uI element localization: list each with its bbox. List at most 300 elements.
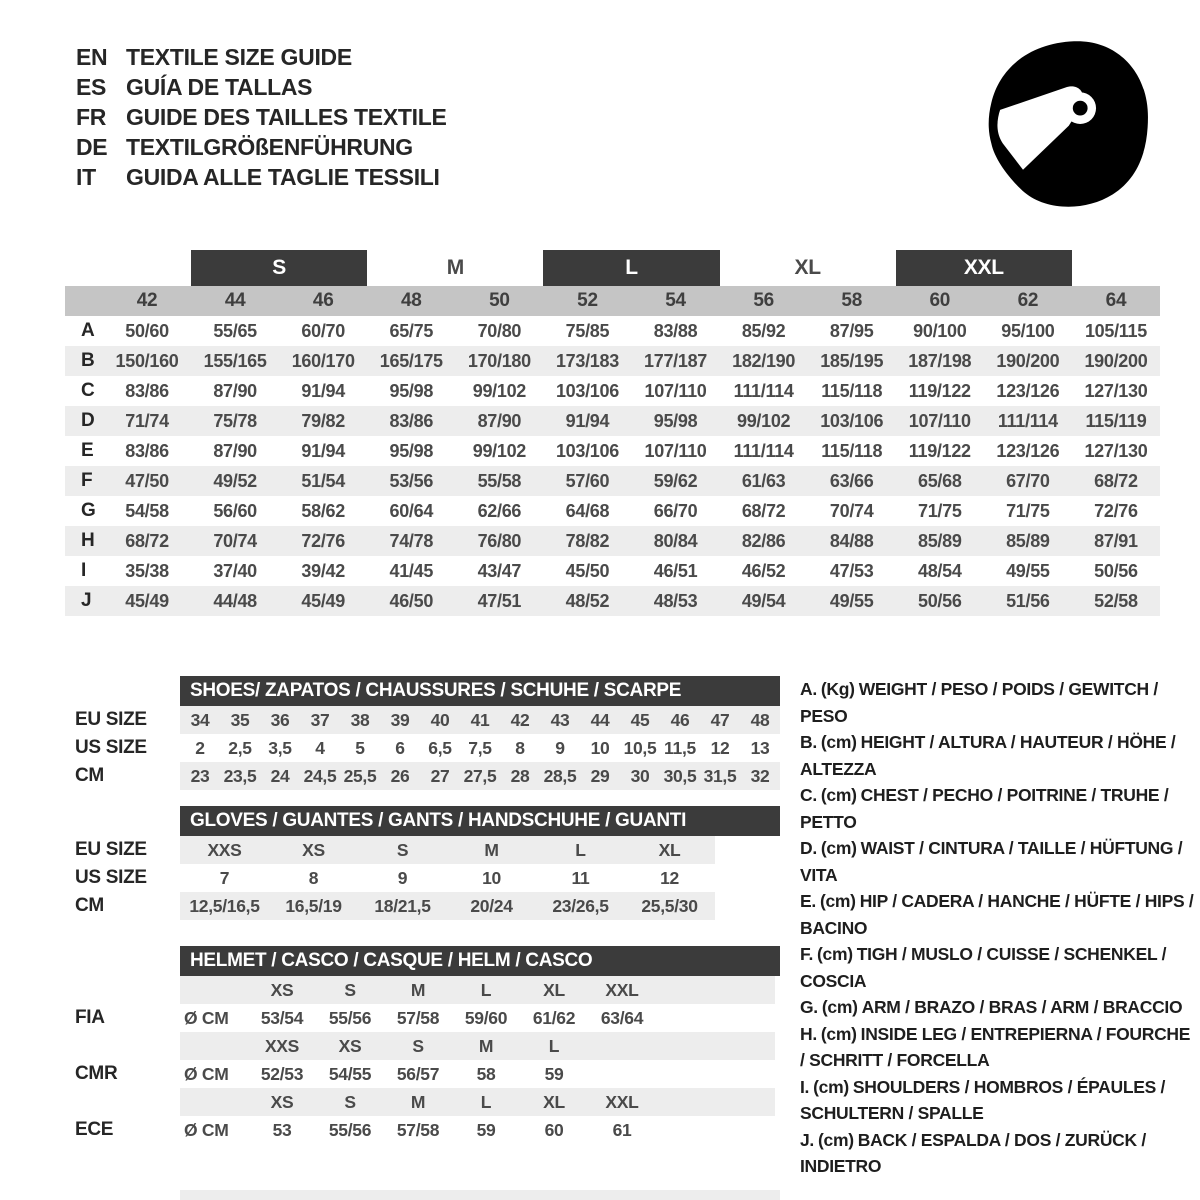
language-label: TEXTILGRÖßENFÜHRUNG [126, 133, 413, 160]
row-label-spacer [75, 976, 180, 1004]
size-cell: 127/130 [1084, 440, 1148, 461]
racing-helmet-icon [976, 36, 1158, 217]
size-cell: 105/115 [1084, 320, 1147, 341]
shoe-cell: 11,5 [664, 737, 696, 758]
size-cell: 61/63 [741, 470, 786, 491]
row-label: CM [75, 765, 104, 786]
language-row [76, 132, 447, 162]
helmet-value-cell: 58 [476, 1063, 496, 1084]
glove-cell: 12,5/16,5 [189, 895, 260, 916]
legend-item [800, 729, 1194, 782]
shoe-cell: 36 [270, 709, 290, 730]
shoe-cell: 46 [670, 709, 690, 730]
size-cell: 45/49 [301, 590, 345, 611]
size-cell: 87/95 [829, 320, 874, 341]
row-cells [180, 1032, 775, 1060]
row-cells [180, 706, 780, 734]
legend-item [800, 1127, 1194, 1180]
shoe-cell: 25,5 [343, 765, 377, 786]
size-number: 56 [753, 290, 774, 311]
size-cell: 50/60 [125, 320, 169, 341]
helmet-value-row [75, 1060, 795, 1088]
shoe-cell: 48 [750, 709, 770, 730]
size-cell: 99/102 [472, 440, 526, 461]
legend-text: WAIST / CINTURA / TAILLE / HÜFTUNG / VITA [800, 838, 1183, 885]
size-cell: 47/53 [829, 560, 874, 581]
size-table-row [65, 526, 1160, 556]
size-cell: 57/60 [565, 470, 610, 491]
size-group-bar: L [543, 250, 719, 286]
size-cell: 58/62 [301, 500, 345, 521]
size-table-row [65, 496, 1160, 526]
size-group-label: M [446, 256, 464, 279]
language-row [76, 72, 447, 102]
size-cell: 119/122 [908, 380, 971, 401]
helmet-value-row [75, 1004, 795, 1032]
shoe-cell: 28,5 [543, 765, 577, 786]
glove-cell: 10 [482, 867, 501, 888]
legend-key: J. [800, 1129, 814, 1150]
gloves-rows [75, 836, 795, 920]
size-cell: 99/102 [736, 410, 791, 431]
size-cell: 60/70 [301, 320, 345, 341]
helmet-size-cell: XL [543, 1091, 565, 1112]
shoe-cell: 24 [270, 765, 290, 786]
glove-cell: 12 [660, 867, 679, 888]
size-cell: 54/58 [125, 500, 169, 521]
row-label: CM [75, 895, 104, 916]
shoe-cell: 35 [230, 709, 250, 730]
helmet-size-cell: S [344, 1091, 356, 1112]
row-letter: E [81, 440, 94, 461]
row-label: US SIZE [75, 867, 147, 888]
size-cell: 165/175 [379, 350, 443, 371]
size-cell: 95/98 [653, 410, 698, 431]
shoes-table [75, 676, 795, 790]
size-cell: 53/56 [389, 470, 434, 491]
size-cell: 50/56 [1094, 560, 1138, 581]
size-cell: 115/118 [821, 440, 883, 461]
row-letter: B [81, 350, 95, 371]
row-letter: H [81, 530, 95, 551]
legend-key: C. [800, 785, 817, 805]
size-cell: 63/66 [829, 470, 874, 491]
size-table-row [65, 316, 1160, 346]
helmet-value-cell: 59/60 [464, 1007, 508, 1028]
helmet-table [75, 946, 795, 1144]
language-row [76, 42, 447, 72]
size-cell: 76/80 [477, 530, 522, 551]
glove-cell: XS [302, 839, 325, 860]
legend-unit: (cm) [820, 1023, 857, 1044]
row-cells [180, 864, 715, 892]
size-cell: 66/70 [653, 500, 698, 521]
size-cell: 70/74 [829, 500, 874, 521]
size-table-row [65, 466, 1160, 496]
shoe-cell: 27 [430, 765, 450, 786]
size-cell: 49/54 [741, 590, 786, 611]
helmet-size-cell: L [480, 1091, 492, 1112]
helmet-value-cell: 53/54 [260, 1007, 304, 1028]
size-cell: 70/80 [477, 320, 522, 341]
legend-key: B. [800, 732, 817, 752]
row-letter: C [81, 380, 95, 401]
size-cell: 67/70 [1006, 470, 1050, 491]
shoe-cell: 43 [550, 709, 570, 730]
legend-item [800, 888, 1194, 941]
size-cell: 65/75 [389, 320, 434, 341]
shoe-cell: 23,5 [223, 765, 257, 786]
helmet-size-cell: S [344, 979, 356, 1000]
diameter-unit: Ø CM [184, 1063, 229, 1084]
size-number: 48 [401, 290, 422, 311]
row-letter: J [81, 590, 92, 611]
size-cell: 190/200 [1084, 350, 1148, 371]
shoe-cell: 41 [470, 709, 490, 730]
helmet-value-cell: 52/53 [260, 1063, 304, 1084]
size-cell: 72/76 [301, 530, 345, 551]
size-cell: 95/98 [389, 380, 434, 401]
legend-key: D. [800, 838, 817, 858]
size-cell: 47/51 [477, 590, 522, 611]
legend-unit: (Kg) [820, 679, 855, 699]
size-cell: 83/86 [389, 410, 434, 431]
size-cell: 80/84 [653, 530, 698, 551]
legend-text: TIGH / MUSLO / CUISSE / SCHENKEL / COSCIA [800, 944, 1167, 991]
size-cell: 107/110 [908, 410, 971, 431]
row-cells [180, 836, 715, 864]
shoe-cell: 5 [355, 737, 365, 758]
size-cell: 182/190 [732, 350, 796, 371]
shoe-cell: 10,5 [623, 737, 657, 758]
size-cell: 190/200 [996, 350, 1060, 371]
size-cell: 55/58 [477, 470, 522, 491]
helmet-size-cell: XS [338, 1035, 362, 1056]
partial-row-stripe [180, 1190, 780, 1200]
size-table-row [65, 406, 1160, 436]
shoes-title-bar: SHOES/ ZAPATOS / CHAUSSURES / SCHUHE / SCARPE [180, 676, 780, 706]
size-cell: 68/72 [125, 530, 169, 551]
helmet-value-cell: 53 [272, 1119, 292, 1140]
size-number: 54 [665, 290, 686, 311]
row-letter: I [81, 560, 86, 581]
legend-item [800, 782, 1194, 835]
size-cell: 87/90 [477, 410, 522, 431]
row-cells [180, 1116, 775, 1144]
size-cell: 43/47 [477, 560, 522, 581]
gloves-table [75, 806, 795, 920]
size-cell: 62/66 [477, 500, 522, 521]
helmet-value-cell: 61 [612, 1119, 632, 1140]
shoe-cell: 6,5 [428, 737, 452, 758]
size-cell: 185/195 [820, 350, 884, 371]
helmet-size-cell: S [412, 1035, 424, 1056]
legend-item [800, 1021, 1194, 1074]
size-cell: 39/42 [301, 560, 345, 581]
size-cell: 41/45 [389, 560, 434, 581]
helmet-size-cell: M [478, 1035, 494, 1056]
legend-text: INSIDE LEG / ENTREPIERNA / FOURCHE / SCHRITT / FORCELLA [800, 1023, 1191, 1070]
size-cell: 173/183 [555, 350, 619, 371]
shoe-cell: 2,5 [228, 737, 252, 758]
helmet-size-cell: L [480, 979, 492, 1000]
shoes-row [75, 706, 795, 734]
size-cell: 95/100 [1001, 320, 1055, 341]
shoe-cell: 30 [630, 765, 650, 786]
diameter-unit: Ø CM [184, 1119, 229, 1140]
helmet-value-cell: 55/56 [328, 1119, 372, 1140]
shoe-cell: 28 [510, 765, 530, 786]
size-number: 62 [1017, 290, 1039, 311]
shoe-cell: 24,5 [303, 765, 337, 786]
size-number: 52 [577, 290, 598, 311]
row-cells [180, 762, 780, 790]
size-cell: 47/50 [125, 470, 169, 491]
size-cell: 59/62 [653, 470, 698, 491]
size-cell: 91/94 [565, 410, 610, 431]
shoe-cell: 2 [195, 737, 205, 758]
size-cell: 107/110 [644, 440, 707, 461]
language-label: GUIDE DES TAILLES TEXTILE [126, 103, 447, 130]
shoe-cell: 26 [390, 765, 410, 786]
language-row [76, 162, 447, 192]
size-cell: 84/88 [829, 530, 874, 551]
language-list [76, 42, 447, 192]
row-cells [180, 1060, 775, 1088]
glove-cell: 25,5/30 [641, 895, 698, 916]
glove-cell: 16,5/19 [285, 895, 342, 916]
glove-cell: M [484, 839, 499, 860]
helmet-size-row [75, 1032, 795, 1060]
glove-cell: 7 [219, 867, 230, 888]
legend-item [800, 941, 1194, 994]
size-cell: 99/102 [472, 380, 526, 401]
size-cell: 150/160 [115, 350, 179, 371]
glove-cell: 18/21,5 [374, 895, 431, 916]
size-cell: 85/92 [741, 320, 786, 341]
size-number: 60 [929, 290, 951, 311]
size-cell: 71/75 [918, 500, 962, 521]
size-table-row [65, 376, 1160, 406]
legend-text: WEIGHT / PESO / POIDS / GEWITCH / PESO [800, 679, 1158, 726]
language-code: DE [76, 133, 108, 160]
size-cell: 51/56 [1006, 590, 1050, 611]
language-label: GUÍA DE TALLAS [126, 73, 313, 100]
helmet-value-cell: 54/55 [328, 1063, 372, 1084]
size-cell: 75/85 [565, 320, 610, 341]
size-cell: 65/68 [918, 470, 962, 491]
row-letter: F [81, 470, 93, 491]
shoe-cell: 4 [315, 737, 325, 758]
shoe-cell: 42 [510, 709, 530, 730]
row-cells [180, 976, 775, 1004]
helmet-size-cell: XXS [264, 1035, 300, 1056]
size-cell: 79/82 [301, 410, 345, 431]
size-cell: 50/56 [918, 590, 962, 611]
row-label: US SIZE [75, 737, 147, 758]
size-table-row [65, 556, 1160, 586]
row-letter: A [81, 320, 95, 341]
size-cell: 83/86 [125, 380, 169, 401]
size-cell: 64/68 [565, 500, 610, 521]
shoe-cell: 29 [590, 765, 610, 786]
size-cell: 35/38 [125, 560, 169, 581]
diameter-unit: Ø CM [184, 1007, 229, 1028]
size-cell: 103/106 [820, 410, 884, 431]
size-cell: 71/74 [125, 410, 169, 431]
helmet-size-row [75, 1088, 795, 1116]
helmet-size-cell: XXL [605, 979, 639, 1000]
glove-cell: S [396, 839, 409, 860]
size-cell: 87/91 [1094, 530, 1138, 551]
helmet-value-cell: 56/57 [396, 1063, 440, 1084]
size-number: 44 [224, 290, 246, 311]
shoe-cell: 32 [750, 765, 770, 786]
size-number-row [65, 286, 1160, 316]
size-cell: 74/78 [389, 530, 434, 551]
helmet-value-cell: 57/58 [396, 1007, 440, 1028]
size-cell: 44/48 [213, 590, 257, 611]
row-label: EU SIZE [75, 839, 147, 860]
shoe-cell: 3,5 [268, 737, 292, 758]
size-cell: 103/106 [555, 440, 619, 461]
size-number: 64 [1105, 290, 1127, 311]
size-cell: 95/98 [389, 440, 434, 461]
size-number: 50 [489, 290, 510, 311]
size-cell: 82/86 [741, 530, 786, 551]
shoe-cell: 31,5 [703, 765, 737, 786]
size-cell: 115/119 [1085, 410, 1147, 431]
shoe-cell: 8 [515, 737, 525, 758]
size-group-bar: XXL [896, 250, 1072, 286]
shoe-cell: 39 [390, 709, 410, 730]
size-cell: 91/94 [301, 380, 345, 401]
shoe-cell: 47 [710, 709, 730, 730]
size-cell: 48/54 [918, 560, 962, 581]
size-cell: 68/72 [741, 500, 786, 521]
helmet-value-row [75, 1116, 795, 1144]
shoe-cell: 38 [350, 709, 370, 730]
glove-cell: XL [658, 839, 681, 860]
size-cell: 155/165 [203, 350, 267, 371]
size-cell: 123/126 [996, 380, 1060, 401]
size-cell: 127/130 [1084, 380, 1148, 401]
language-code: EN [76, 43, 108, 70]
size-cell: 160/170 [291, 350, 355, 371]
size-cell: 85/89 [1006, 530, 1050, 551]
size-group-row [65, 250, 1160, 286]
legend-text: BACK / ESPALDA / DOS / ZURÜCK / INDIETRO [800, 1129, 1146, 1176]
size-cell: 115/118 [821, 380, 883, 401]
legend-key: F. [800, 944, 814, 964]
language-code: ES [76, 73, 107, 100]
legend-key: H. [800, 1023, 817, 1044]
size-cell: 83/88 [653, 320, 698, 341]
size-cell: 49/55 [1006, 560, 1050, 581]
gloves-row [75, 864, 795, 892]
legend-unit: (cm) [820, 838, 857, 858]
legend-text: ARM / BRAZO / BRAS / ARM / BRACCIO [861, 997, 1183, 1017]
size-cell: 111/114 [733, 440, 794, 461]
legend-item [800, 676, 1194, 729]
size-cell: 78/82 [565, 530, 610, 551]
shoe-cell: 45 [630, 709, 650, 730]
legend-text: CHEST / PECHO / POITRINE / TRUHE / PETTO [800, 785, 1169, 832]
size-cell: 170/180 [467, 350, 531, 371]
size-cell: 71/75 [1006, 500, 1050, 521]
legend-text: HEIGHT / ALTURA / HAUTEUR / HÖHE / ALTEZZA [800, 732, 1176, 779]
helmet-size-cell: XS [270, 1091, 294, 1112]
size-cell: 83/86 [125, 440, 169, 461]
legend-item [800, 994, 1194, 1021]
helmet-value-cell: 59 [476, 1119, 496, 1140]
glove-cell: 8 [308, 867, 319, 888]
legend-key: I. [800, 1076, 810, 1097]
size-table-row [65, 346, 1160, 376]
helmet-value-cell: 60 [544, 1119, 564, 1140]
helmet-size-cell: L [548, 1035, 560, 1056]
helmet-size-row [75, 976, 795, 1004]
size-cell: 45/49 [125, 590, 169, 611]
shoe-cell: 30,5 [663, 765, 697, 786]
size-group-bar: S [191, 250, 367, 286]
glove-cell: XXS [207, 839, 242, 860]
row-cells [180, 892, 715, 920]
legend-text: SHOULDERS / HOMBROS / ÉPAULES / SCHULTERN / SPALLE [800, 1076, 1166, 1123]
helmet-size-cell: M [410, 979, 426, 1000]
legend-key: E. [800, 891, 816, 911]
row-cells [180, 734, 780, 762]
size-cell: 46/52 [741, 560, 786, 581]
row-letter: D [81, 410, 95, 431]
size-cell: 55/65 [213, 320, 257, 341]
helmet-title-bar: HELMET / CASCO / CASQUE / HELM / CASCO [180, 946, 780, 976]
helmet-size-cell: XXL [605, 1091, 639, 1112]
shoe-cell: 40 [430, 709, 450, 730]
textile-size-table [65, 250, 1160, 616]
shoe-cell: 23 [190, 765, 210, 786]
language-row [76, 102, 447, 132]
size-cell: 119/122 [908, 440, 971, 461]
size-cell: 85/89 [918, 530, 962, 551]
gloves-title-bar: GLOVES / GUANTES / GANTS / HANDSCHUHE / GUANTI [180, 806, 780, 836]
size-cell: 51/54 [301, 470, 345, 491]
legend-item [800, 835, 1194, 888]
shoe-cell: 9 [555, 737, 565, 758]
size-cell: 46/50 [389, 590, 434, 611]
size-cell: 75/78 [213, 410, 257, 431]
size-cell: 48/53 [653, 590, 698, 611]
shoes-row [75, 734, 795, 762]
size-cell: 37/40 [213, 560, 257, 581]
legend-key: G. [800, 997, 818, 1017]
size-table-row [65, 436, 1160, 466]
language-code: FR [76, 103, 107, 130]
size-cell: 60/64 [389, 500, 434, 521]
glove-cell: 20/24 [470, 895, 513, 916]
shoes-row [75, 762, 795, 790]
size-cell: 52/58 [1094, 590, 1138, 611]
shoe-cell: 44 [590, 709, 610, 730]
legend-item [800, 1074, 1194, 1127]
size-cell: 46/51 [653, 560, 698, 581]
helmet-value-cell: 61/62 [532, 1007, 576, 1028]
row-label-spacer [75, 1032, 180, 1060]
size-number: 42 [136, 290, 158, 311]
helmet-value-cell: 57/58 [396, 1119, 440, 1140]
certification-label: FIA [75, 1007, 105, 1028]
measurement-legend [800, 676, 1194, 1180]
